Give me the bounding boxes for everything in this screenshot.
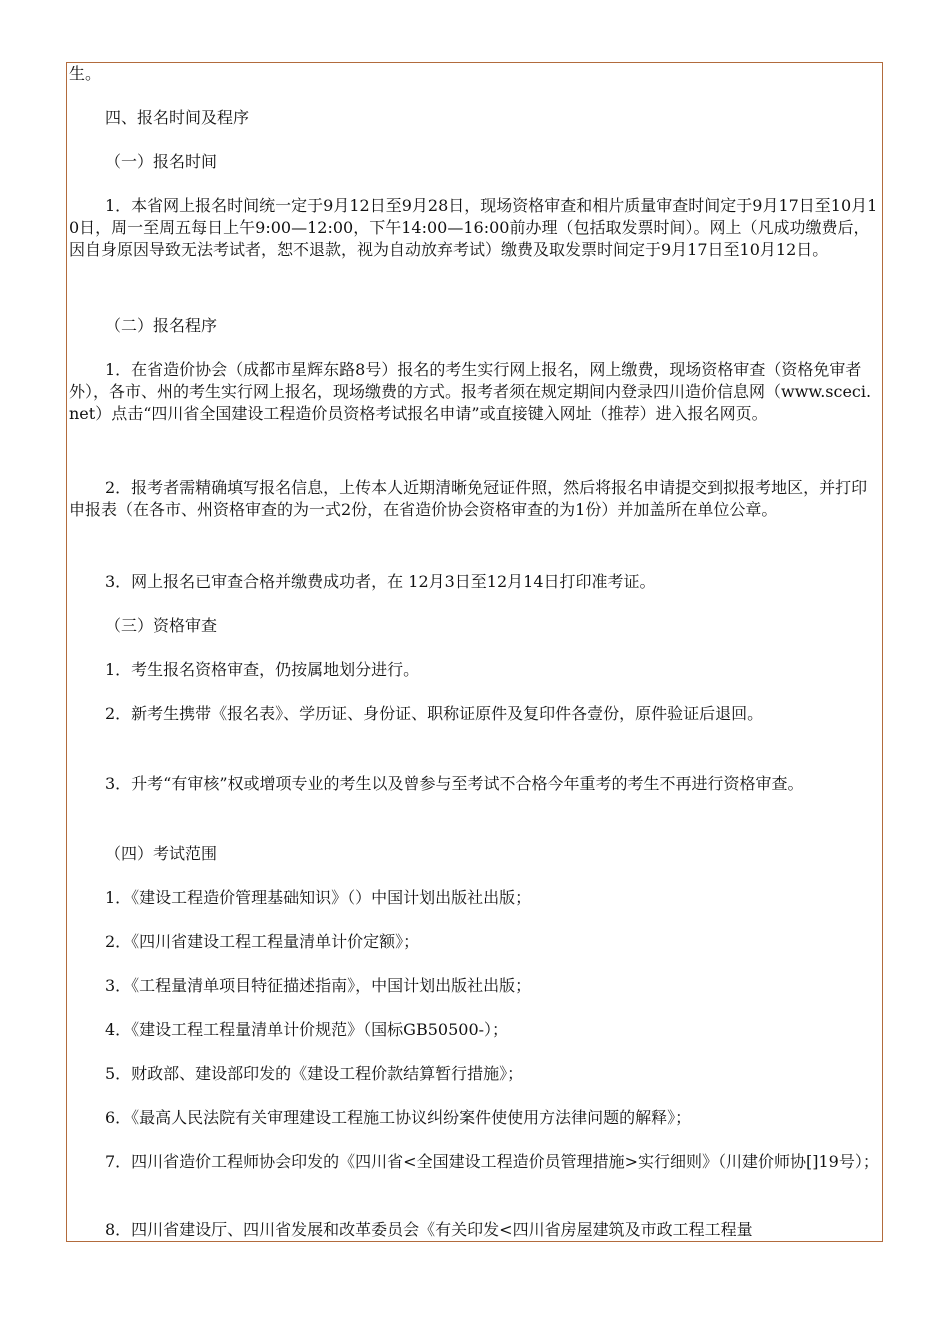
paragraph: 1．在省造价协会（成都市星辉东路8号）报名的考生实行网上报名，网上缴费，现场资格审查（资格免审者外），各市、州的考生实行网上报名，现场缴费的方式。报考者须在规定期间内登录四川造价信息网（www.sceci.net）点击“四川省全国建设工程造价员资格考试报名申请”或直接键入网址（推荐）进入报名网页。: [69, 360, 872, 423]
paragraph: 3．网上报名已审查合格并缴费成功者，在 12月3日至12月14日打印准考证。: [105, 572, 656, 591]
list-item: 5．财政部、建设部印发的《建设工程价款结算暂行措施》；: [105, 1064, 524, 1083]
section-heading: 四、报名时间及程序: [105, 108, 250, 127]
paragraph: 1．考生报名资格审查，仍按属地划分进行。: [105, 660, 420, 679]
list-item: 8．四川省建设厅、四川省发展和改革委员会《有关印发<四川省房屋建筑及市政工程工程量: [105, 1220, 753, 1239]
subsection-heading: （一）报名时间: [105, 152, 218, 171]
list-item: 6．《最高人民法院有关审理建设工程施工协议纠纷案件使使用方法律问题的解释》；: [105, 1108, 692, 1127]
list-item: 4．《建设工程工程量清单计价规范》（国标GB50500-）；: [105, 1020, 509, 1039]
subsection-heading: （四）考试范围: [105, 844, 218, 863]
subsection-heading: （三）资格审查: [105, 616, 218, 635]
paragraph: 1．本省网上报名时间统一定于9月12日至9月28日，现场资格审查和相片质量审查时间定于9月17日至10月10日，周一至周五每日上午9:00—12:00，下午14:00—16:00前办理（包括取发票时间）。网上（凡成功缴费后，因自身原因导致无法考试者，恕不退款，视为自动放弃考试）缴费及取发票时间定于9月17日至10月12日。: [69, 196, 878, 259]
list-item: 7．四川省造价工程师协会印发的《四川省<全国建设工程造价员管理措施>实行细则》（川建价师协[]19号）；: [105, 1152, 879, 1171]
paragraph-continuation: 生。: [69, 64, 102, 83]
subsection-heading: （二）报名程序: [105, 316, 218, 335]
list-item: 3．《工程量清单项目特征描述指南》，中国计划出版社出版；: [105, 976, 532, 995]
paragraph: 2．新考生携带《报名表》、学历证、身份证、职称证原件及复印件各壹份，原件验证后退回。: [105, 704, 764, 723]
document-page: [66, 62, 883, 1242]
paragraph: 3．升考“有审核”权或增项专业的考生以及曾参与至考试不合格今年重考的考生不再进行资格审查。: [105, 774, 804, 793]
list-item: 1．《建设工程造价管理基础知识》（）中国计划出版社出版；: [105, 888, 532, 907]
list-item: 2．《四川省建设工程工程量清单计价定额》；: [105, 932, 420, 951]
paragraph: 2．报考者需精确填写报名信息，上传本人近期清晰免冠证件照，然后将报名申请提交到拟报考地区，并打印申报表（在各市、州资格审查的为一式2份，在省造价协会资格审查的为1份）并加盖所在单位公章。: [69, 478, 868, 519]
